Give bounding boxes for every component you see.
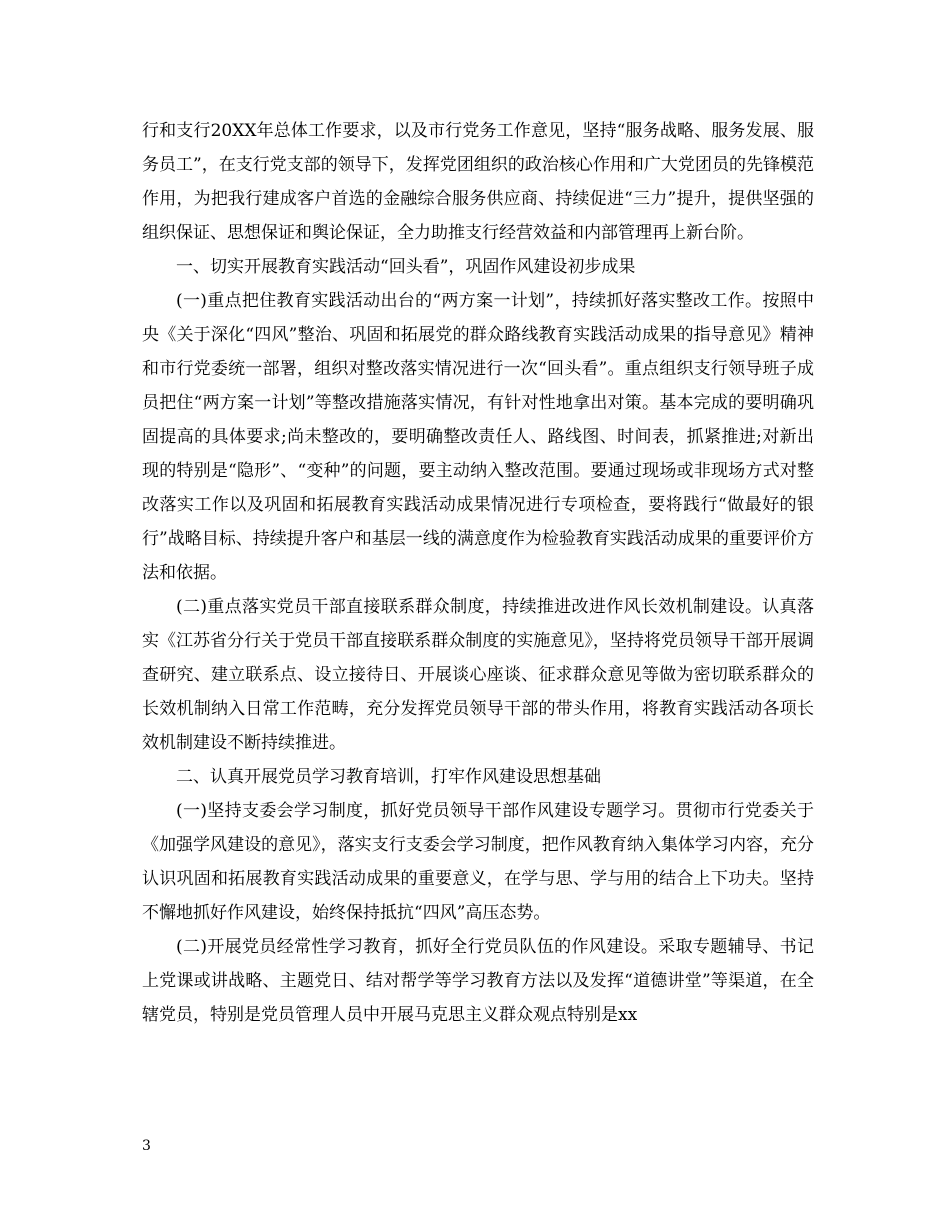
paragraph-1-1: (一)重点把住教育实践活动出台的“两方案一计划”，持续抓好落实整改工作。按照中央《关于深化“四风”整治、巩固和拓展党的群众路线教育实践活动成果的指导意见》精神和市行党委统一部署，组织对整改落实情况进行一次“回头看”。重点组织支行领导班子成员把住“两方案一计划”等整改措施落实情况，有针对性地拿出对策。基本完成的要明确巩固提高的具体要求;尚未整改的，要明确整改责任人、路线图、时间表，抓紧推进;对新出现的特别是“隐形”、“变种”的问题，要主动纳入整改范围。要通过现场或非现场方式对整改落实工作以及巩固和拓展教育实践活动成果情况进行专项检查，要将践行“做最好的银行”战略目标、持续提升客户和基层一线的满意度作为检验教育实践活动成果的重要评价方法和依据。 [142,291,814,583]
paragraph-continuation: 行和支行20XX年总体工作要求，以及市行党务工作意见，坚持“服务战略、服务发展、服务员工”，在支行党支部的领导下，发挥党团组织的政治核心作用和广大党团员的先锋模范作用，为把我行建成客户首选的金融综合服务供应商、持续促进“三力”提升，提供坚强的组织保证、思想保证和舆论保证，全力助推支行经营效益和内部管理再上新台阶。 [142,121,814,243]
body-text [142,114,814,1032]
paragraph-1-2: (二)重点落实党员干部直接联系群众制度，持续推进改进作风长效机制建设。认真落实《江苏省分行关于党员干部直接联系群众制度的实施意见》，坚持将党员领导干部开展调查研究、建立联系点、设立接待日、开展谈心座谈、征求群众意见等做为密切联系群众的长效机制纳入日常工作范畴，充分发挥党员领导干部的带头作用，将教育实践活动各项长效机制建设不断持续推进。 [142,597,814,753]
paragraph-2-2: (二)开展党员经常性学习教育，抓好全行党员队伍的作风建设。采取专题辅导、书记上党课或讲战略、主题党日、结对帮学等学习教育方法以及发挥“道德讲堂”等渠道，在全辖党员，特别是党员管理人员中开展马克思主义群众观点特别是xx [142,937,814,1025]
paragraph-2-1: (一)坚持支委会学习制度，抓好党员领导干部作风建设专题学习。贯彻市行党委关于《加强学风建设的意见》，落实支行支委会学习制度，把作风教育纳入集体学习内容，充分认识巩固和拓展教育实践活动成果的重要意义，在学与思、学与用的结合上下功夫。坚持不懈地抓好作风建设，始终保持抵抗“四风”高压态势。 [142,801,814,923]
section-heading-1: 一、切实开展教育实践活动“回头看”，巩固作风建设初步成果 [176,257,636,277]
page-number: 3 [142,1138,151,1154]
section-heading-2: 二、认真开展党员学习教育培训，打牢作风建设思想基础 [176,767,601,787]
